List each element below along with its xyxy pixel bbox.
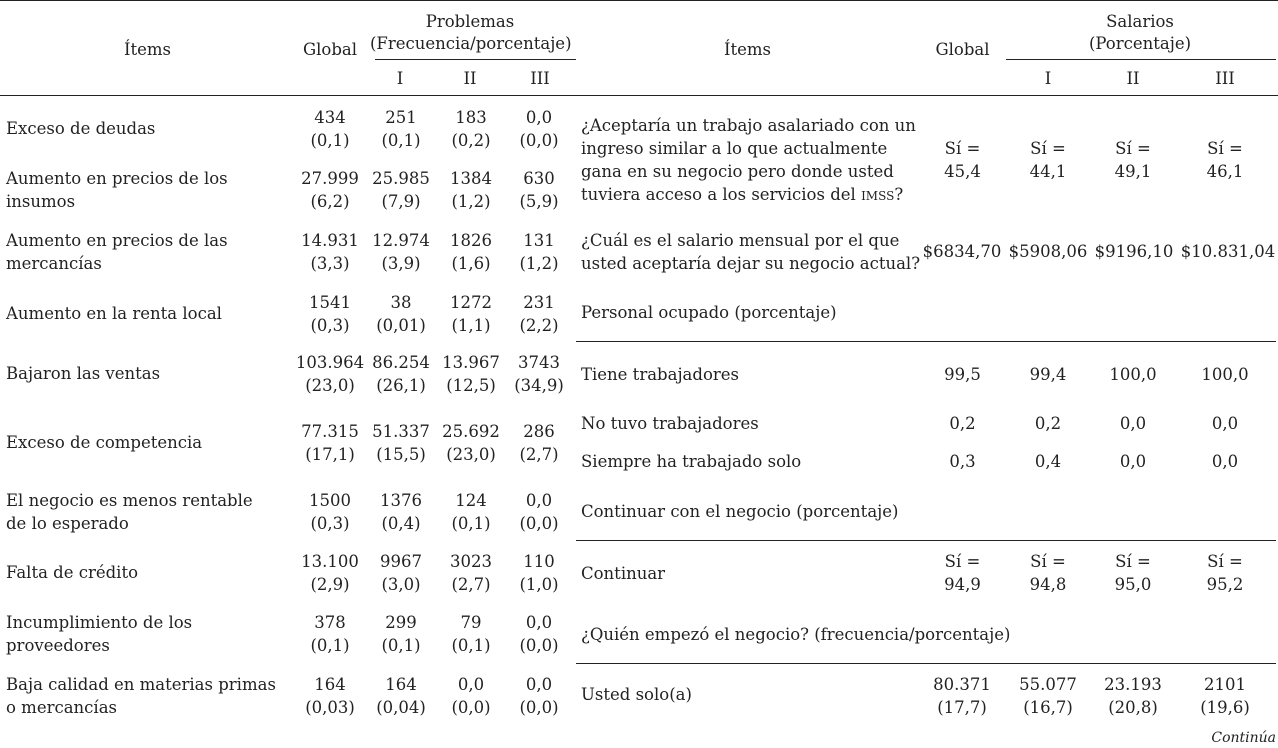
problem-global-pct: (17,1) xyxy=(305,445,355,464)
problem-iii-value: 0,0 xyxy=(525,675,553,694)
right-item-q1 xyxy=(581,114,916,206)
problem-global-value: 27.999 xyxy=(301,169,359,188)
staff-iii-value: 100,0 xyxy=(1201,365,1249,384)
continue-i-value: 94,8 xyxy=(1029,575,1067,594)
started-rule xyxy=(576,663,1276,664)
q2-i: $5908,06 xyxy=(1008,242,1088,261)
problem-ii-value: 0,0 xyxy=(457,675,485,694)
problem-ii-pct: (2,7) xyxy=(451,575,491,594)
problem-item: Aumento en precios de los insumos xyxy=(6,169,228,211)
problem-global-value: 1500 xyxy=(309,491,351,510)
problem-ii-pct: (1,2) xyxy=(451,192,491,211)
continue-i xyxy=(1012,550,1084,596)
problem-i-cell xyxy=(368,420,434,466)
salaries-rule xyxy=(1006,59,1276,60)
q1-global-label: Sí = xyxy=(944,139,981,158)
right-item-q2: ¿Cuál es el salario mensual por el que usted aceptaría dejar su negocio actual? xyxy=(581,231,921,273)
staff-i-value: 0,4 xyxy=(1034,452,1062,471)
problem-ii-cell xyxy=(438,550,504,596)
problem-i-pct: (0,01) xyxy=(376,316,426,335)
started-item: Usted solo(a) xyxy=(581,685,692,704)
problem-iii-pct: (34,9) xyxy=(514,376,564,395)
problem-global-value: 1541 xyxy=(309,293,351,312)
problem-iii-pct: (2,7) xyxy=(519,445,559,464)
staff-i-value: 99,4 xyxy=(1029,365,1067,384)
problem-iii-value: 0,0 xyxy=(525,491,553,510)
problem-i-cell xyxy=(368,291,434,337)
problem-global-value: 103.964 xyxy=(295,353,365,372)
q1-ii-label: Sí = xyxy=(1115,139,1151,158)
problem-global-pct: (0,03) xyxy=(305,698,355,717)
started-i-pct: (16,7) xyxy=(1023,698,1073,717)
problem-iii-value: 630 xyxy=(523,169,555,188)
problem-i-value: 51.337 xyxy=(372,422,430,441)
problem-global-pct: (23,0) xyxy=(305,376,355,395)
continue-ii xyxy=(1097,550,1169,596)
section-continue: Continuar con el negocio (porcentaje) xyxy=(581,502,899,521)
header-right-col-ii: II xyxy=(1126,69,1140,88)
problem-i-value: 12.974 xyxy=(372,231,430,250)
problem-i-cell xyxy=(368,489,434,535)
problem-iii-cell xyxy=(506,106,572,152)
problem-global-pct: (0,1) xyxy=(310,636,350,655)
header-bottom-rule xyxy=(0,95,1278,96)
problem-i-cell xyxy=(368,106,434,152)
header-problems-title: Problemas xyxy=(425,12,515,31)
problem-global-value: 434 xyxy=(314,108,346,127)
problem-i-pct: (3,0) xyxy=(381,575,421,594)
problem-i-pct: (0,1) xyxy=(381,636,421,655)
problem-global-pct: (0,1) xyxy=(310,131,350,150)
problem-ii-value: 1272 xyxy=(450,293,492,312)
problem-i-cell xyxy=(368,550,434,596)
header-problems-subtitle: (Frecuencia/porcentaje) xyxy=(370,34,572,53)
staff-rule xyxy=(576,341,1276,342)
problem-item: Exceso de competencia xyxy=(6,433,203,452)
started-i xyxy=(1008,673,1088,719)
problem-iii-value: 110 xyxy=(523,552,555,571)
q1-ii xyxy=(1097,137,1169,183)
problem-global-cell xyxy=(290,611,370,657)
problem-i-value: 25.985 xyxy=(372,169,430,188)
problem-i-pct: (0,4) xyxy=(381,514,421,533)
staff-ii-value: 0,0 xyxy=(1119,414,1147,433)
q1-ii-value: 49,1 xyxy=(1114,162,1152,181)
continue-ii-value: 95,0 xyxy=(1114,575,1152,594)
problem-i-pct: (7,9) xyxy=(381,192,421,211)
started-ii-pct: (20,8) xyxy=(1108,698,1158,717)
staff-iii-value: 0,0 xyxy=(1211,452,1239,471)
problem-iii-value: 0,0 xyxy=(525,108,553,127)
continue-global xyxy=(925,550,1000,596)
problem-item: Aumento en precios de las mercancías xyxy=(6,231,228,273)
top-rule xyxy=(0,0,1278,1)
continue-iii-value: 95,2 xyxy=(1206,575,1244,594)
problem-ii-cell xyxy=(438,106,504,152)
header-salaries-subtitle: (Porcentaje) xyxy=(1088,34,1192,53)
problem-global-cell xyxy=(290,106,370,152)
problem-global-cell xyxy=(290,351,370,397)
problem-ii-cell xyxy=(438,489,504,535)
problems-rule xyxy=(375,59,576,60)
problem-ii-pct: (12,5) xyxy=(446,376,496,395)
header-salaries-title: Salarios xyxy=(1106,12,1174,31)
q1-text-a: ¿Aceptaría un trabajo asalariado con un ingreso similar a lo que actualmente gana en su negocio pero donde usted tuviera acceso a los servicios del xyxy=(581,116,916,204)
problem-iii-pct: (1,2) xyxy=(519,254,559,273)
q1-iii-label: Sí = xyxy=(1207,139,1243,158)
continue-iii xyxy=(1189,550,1261,596)
started-iii-pct: (19,6) xyxy=(1200,698,1250,717)
problem-iii-pct: (2,2) xyxy=(519,316,559,335)
problem-i-value: 299 xyxy=(385,613,417,632)
problem-i-pct: (0,1) xyxy=(381,131,421,150)
problem-global-value: 14.931 xyxy=(301,231,359,250)
problem-ii-pct: (0,1) xyxy=(451,636,491,655)
header-left-col-i: I xyxy=(396,69,404,88)
problem-i-pct: (26,1) xyxy=(376,376,426,395)
problem-i-cell xyxy=(368,351,434,397)
problem-ii-pct: (0,2) xyxy=(451,131,491,150)
continue-rule xyxy=(576,540,1276,541)
q2-global: $6834,70 xyxy=(922,242,1002,261)
header-right-items: Ítems xyxy=(723,40,772,59)
problem-item: El negocio es menos rentable de lo esperado xyxy=(6,491,253,533)
problem-iii-value: 231 xyxy=(523,293,555,312)
problem-global-cell xyxy=(290,167,370,213)
problem-iii-value: 3743 xyxy=(518,353,560,372)
problem-iii-pct: (5,9) xyxy=(519,192,559,211)
problem-item: Baja calidad en materias primas o mercancías xyxy=(6,675,276,717)
staff-global-value: 0,2 xyxy=(949,414,976,433)
problem-i-value: 86.254 xyxy=(372,353,430,372)
problem-global-pct: (0,3) xyxy=(310,514,350,533)
problem-i-cell xyxy=(368,611,434,657)
started-global-value: 80.371 xyxy=(933,675,991,694)
continue-global-label: Sí = xyxy=(944,552,981,571)
problem-iii-pct: (0,0) xyxy=(519,131,559,150)
problem-iii-cell xyxy=(506,673,572,719)
problem-ii-pct: (23,0) xyxy=(446,445,496,464)
staff-item: No tuvo trabajadores xyxy=(581,414,759,433)
staff-item: Tiene trabajadores xyxy=(581,365,740,384)
staff-ii-value: 0,0 xyxy=(1119,452,1147,471)
started-iii xyxy=(1185,673,1265,719)
problem-global-value: 164 xyxy=(314,675,346,694)
problem-iii-cell xyxy=(506,167,572,213)
problem-iii-cell xyxy=(506,489,572,535)
started-i-value: 55.077 xyxy=(1019,675,1077,694)
problem-iii-pct: (0,0) xyxy=(519,636,559,655)
problem-item: Falta de crédito xyxy=(6,563,139,582)
started-global xyxy=(922,673,1002,719)
problem-global-cell xyxy=(290,420,370,466)
problem-iii-cell xyxy=(506,420,572,466)
header-left-items: Ítems xyxy=(123,40,172,59)
problem-iii-pct: (1,0) xyxy=(519,575,559,594)
staff-item: Siempre ha trabajado solo xyxy=(581,452,802,471)
problem-i-pct: (3,9) xyxy=(381,254,421,273)
problem-global-cell xyxy=(290,291,370,337)
q1-global-value: 45,4 xyxy=(944,162,981,181)
problem-global-cell xyxy=(290,229,370,275)
problem-global-value: 77.315 xyxy=(301,422,359,441)
problem-ii-cell xyxy=(438,229,504,275)
continue-ii-label: Sí = xyxy=(1115,552,1151,571)
problem-i-pct: (15,5) xyxy=(376,445,426,464)
staff-ii-value: 100,0 xyxy=(1109,365,1157,384)
problem-i-value: 164 xyxy=(385,675,417,694)
problem-ii-value: 124 xyxy=(455,491,487,510)
continue-iii-label: Sí = xyxy=(1207,552,1243,571)
problem-iii-cell xyxy=(506,291,572,337)
q1-i-label: Sí = xyxy=(1030,139,1066,158)
problem-global-pct: (3,3) xyxy=(310,254,350,273)
problem-iii-value: 286 xyxy=(523,422,555,441)
problem-ii-cell xyxy=(438,673,504,719)
section-started: ¿Quién empezó el negocio? (frecuencia/porcentaje) xyxy=(581,625,1011,644)
problem-i-value: 251 xyxy=(385,108,417,127)
problem-iii-pct: (0,0) xyxy=(519,698,559,717)
problem-global-cell xyxy=(290,489,370,535)
problem-item: Incumplimiento de los proveedores xyxy=(6,613,193,655)
problem-i-value: 1376 xyxy=(380,491,422,510)
started-iii-value: 2101 xyxy=(1204,675,1246,694)
started-global-pct: (17,7) xyxy=(937,698,987,717)
problem-global-cell xyxy=(290,550,370,596)
continues-note: Continúa xyxy=(1211,730,1276,746)
q1-iii-value: 46,1 xyxy=(1206,162,1244,181)
problem-iii-value: 131 xyxy=(523,231,555,250)
staff-global-value: 99,5 xyxy=(944,365,981,384)
problem-i-value: 9967 xyxy=(380,552,422,571)
problem-iii-pct: (0,0) xyxy=(519,514,559,533)
problem-ii-cell xyxy=(438,351,504,397)
problem-ii-value: 3023 xyxy=(450,552,492,571)
problem-ii-pct: (1,6) xyxy=(451,254,491,273)
problem-global-pct: (2,9) xyxy=(310,575,350,594)
problem-iii-cell xyxy=(506,550,572,596)
q2-iii: $10.831,04 xyxy=(1180,242,1276,261)
problem-ii-value: 25.692 xyxy=(442,422,500,441)
problem-iii-cell xyxy=(506,351,572,397)
started-ii-value: 23.193 xyxy=(1104,675,1162,694)
problem-global-value: 13.100 xyxy=(301,552,359,571)
q2-ii: $9196,10 xyxy=(1094,242,1174,261)
continue-item: Continuar xyxy=(581,564,666,583)
problem-global-pct: (6,2) xyxy=(310,192,350,211)
problem-i-cell xyxy=(368,673,434,719)
problem-ii-pct: (0,1) xyxy=(451,514,491,533)
problem-i-value: 38 xyxy=(390,293,412,312)
continue-global-value: 94,9 xyxy=(944,575,981,594)
problem-i-cell xyxy=(368,229,434,275)
q1-i xyxy=(1012,137,1084,183)
problem-ii-value: 79 xyxy=(460,613,482,632)
problem-item: Bajaron las ventas xyxy=(6,364,161,383)
problem-ii-value: 1384 xyxy=(450,169,492,188)
section-staff: Personal ocupado (porcentaje) xyxy=(581,303,837,322)
problem-global-pct: (0,3) xyxy=(310,316,350,335)
problem-ii-cell xyxy=(438,291,504,337)
problem-global-cell xyxy=(290,673,370,719)
problem-ii-value: 1826 xyxy=(450,231,492,250)
header-left-global: Global xyxy=(302,40,358,59)
problem-ii-cell xyxy=(438,167,504,213)
header-left-col-ii: II xyxy=(463,69,477,88)
problem-ii-value: 183 xyxy=(455,108,487,127)
header-right-col-iii: III xyxy=(1215,69,1235,88)
q1-text-c: ? xyxy=(894,185,904,204)
problem-i-pct: (0,04) xyxy=(376,698,426,717)
problem-iii-cell xyxy=(506,611,572,657)
problem-ii-value: 13.967 xyxy=(442,353,500,372)
staff-global-value: 0,3 xyxy=(949,452,976,471)
problem-ii-cell xyxy=(438,420,504,466)
problem-i-cell xyxy=(368,167,434,213)
problem-iii-cell xyxy=(506,229,572,275)
started-ii xyxy=(1093,673,1173,719)
header-right-col-i: I xyxy=(1044,69,1052,88)
problem-ii-pct: (0,0) xyxy=(451,698,491,717)
header-left-col-iii: III xyxy=(530,69,550,88)
problem-iii-value: 0,0 xyxy=(525,613,553,632)
header-right-global: Global xyxy=(935,40,990,59)
continue-i-label: Sí = xyxy=(1030,552,1066,571)
staff-i-value: 0,2 xyxy=(1034,414,1062,433)
q1-text-b: imss xyxy=(861,185,895,204)
q1-i-value: 44,1 xyxy=(1029,162,1067,181)
staff-iii-value: 0,0 xyxy=(1211,414,1239,433)
problem-ii-cell xyxy=(438,611,504,657)
problem-ii-pct: (1,1) xyxy=(451,316,491,335)
q1-iii xyxy=(1189,137,1261,183)
problem-item: Aumento en la renta local xyxy=(6,304,222,323)
q1-global xyxy=(925,137,1000,183)
problem-item: Exceso de deudas xyxy=(6,119,156,138)
problem-global-value: 378 xyxy=(314,613,346,632)
